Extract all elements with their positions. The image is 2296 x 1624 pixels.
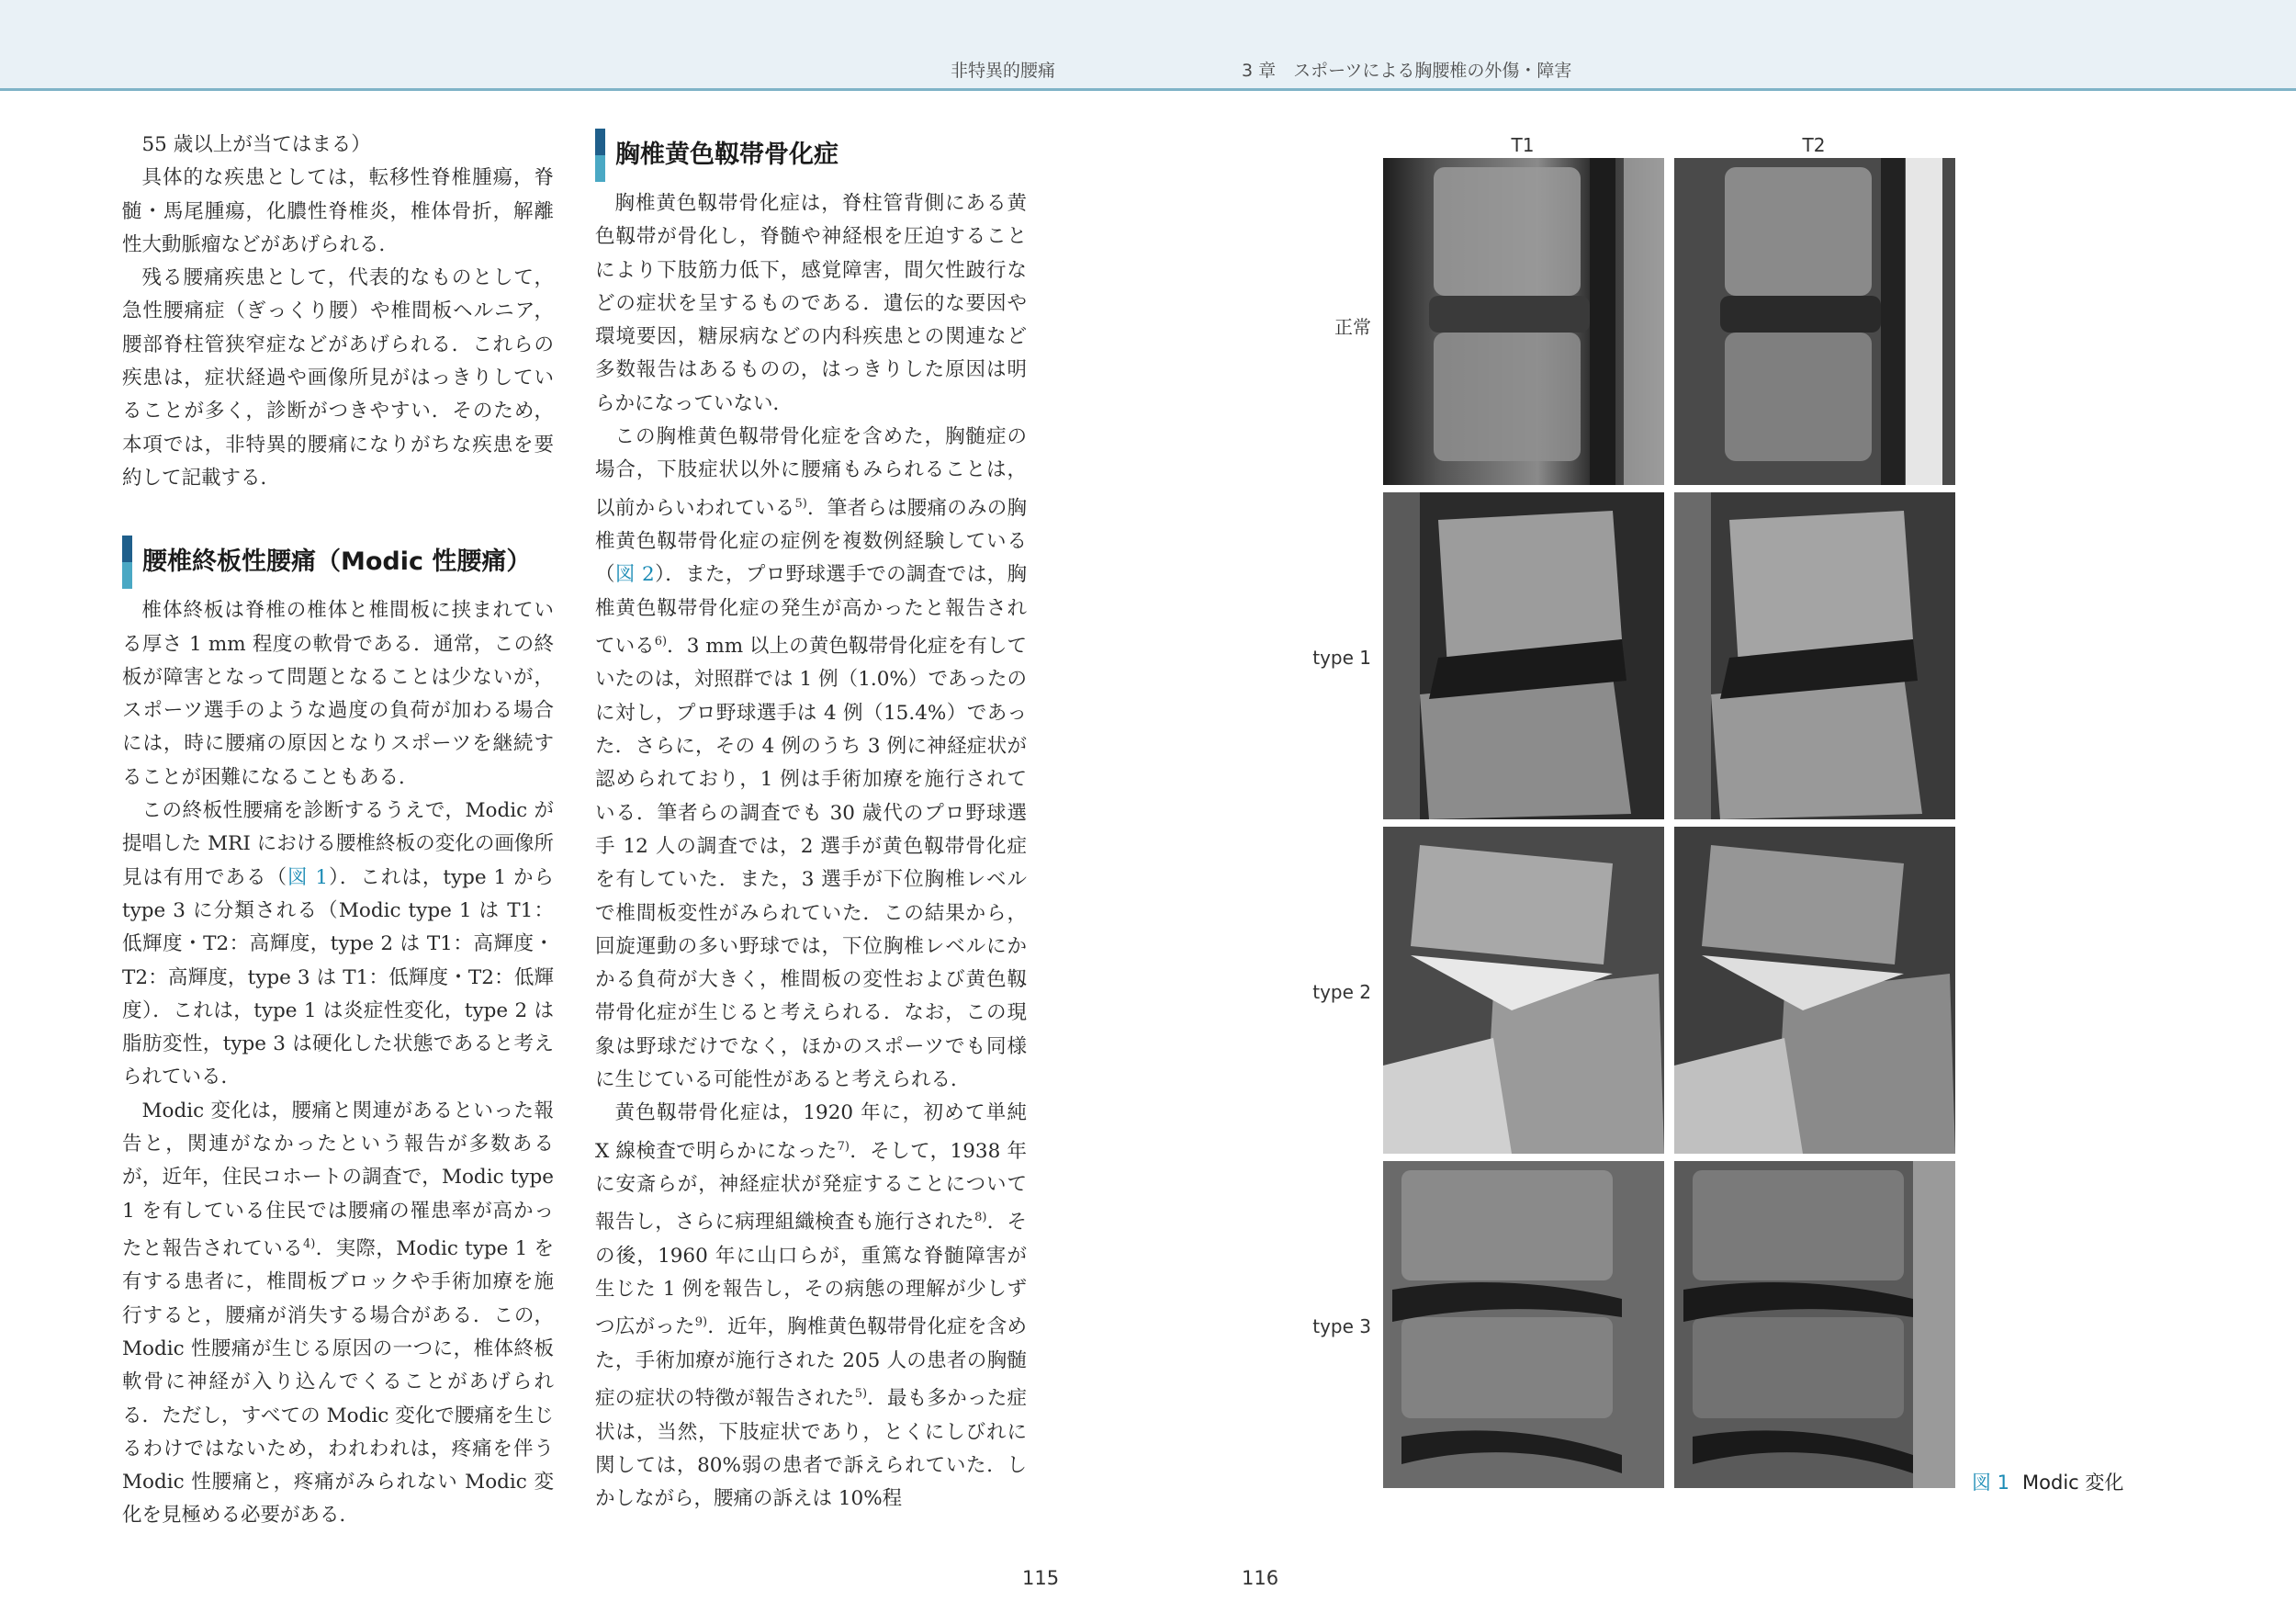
mri-image-normal-t2 bbox=[1674, 158, 1955, 485]
right-running-head: 3 章 スポーツによる胸腰椎の外傷・障害 bbox=[1242, 61, 1572, 81]
section-heading-modic bbox=[122, 536, 554, 589]
text-run: ．実際，Modic type 1 を有する患者に，椎間板ブロックや手術加療を施行すると，腰痛が消失する場合がある．この，Modic 性腰痛が生じる原因の一つに，椎体終板軟骨に神経が入り込んでくることがあげられる．ただし，すべての Modic 変化で腰痛を生じるわけではないため，われわれは，疼痛を伴う Modic 性腰痛と，疼痛がみられない Modic 変化を見極める必要がある． bbox=[122, 1237, 554, 1528]
paragraph: 残る腰痛疾患として，代表的なものとして，急性腰痛症（ぎっくり腰）や椎間板ヘルニア，腰部脊柱管狭窄症などがあげられる．これらの疾患は，症状経過や画像所見がはっきりしていることが多く，診断がつきやすい．そのため，本項では，非特異的腰痛になりがちな疾患を要約して記載する． bbox=[122, 266, 554, 490]
column-label-t1: T1 bbox=[1511, 134, 1535, 156]
paragraph bbox=[122, 1095, 554, 1533]
row-label-type1: type 1 bbox=[1312, 647, 1371, 669]
citation: 5) bbox=[854, 1387, 868, 1402]
paragraph: 55 歳以上が当てはまる） bbox=[141, 133, 371, 156]
paragraph: 具体的な疾患としては，転移性脊椎腫瘍，脊髄・馬尾腫瘍，化膿性脊椎炎，椎体骨折，解離性大動脈瘤などがあげられる． bbox=[122, 166, 554, 256]
heading-text: 腰椎終板性腰痛（Modic 性腰痛） bbox=[142, 547, 532, 577]
text-run: ．筆者らは腰痛のみの胸椎黄色靱帯骨化症の症例を複数例経験している（ bbox=[595, 496, 1027, 587]
citation: 9) bbox=[694, 1315, 708, 1330]
paragraph: 胸椎黄色靱帯骨化症は，脊柱管背側にある黄色靱帯が骨化し，脊髄や神経根を圧迫することにより下肢筋力低下，感覚障害，間欠性跛行などの症状を呈するものである．遺伝的な要因や環境要因，糖尿病などの内科疾患との関連など多数報告はあるものの，はっきりした原因は明らかになっていない． bbox=[595, 192, 1027, 415]
heading-bar-icon bbox=[595, 129, 605, 155]
text-run: ．3 mm 以上の黄色靱帯骨化症を有していたのは，対照群では 1 例（1.0%）であったのに対し，プロ野球選手は 4 例（15.4%）であった．さらに，その 4 例のうち 3 例に神経症状が認められており，1 例は手術加療を施行されている．筆者らの調査でも 30 歳代のプロ野球選手 12 人の調査では，2 選手が黄色靱帯骨化症を有していた．また，3 選手が下位胸椎レベルで椎間板変性がみられていた．この結果から，回旋運動の多い野球では，下位胸椎レベルにかかる負荷が大きく，椎間板の変性および黄色靱帯骨化症が生じると考えられる．なお，この現象は野球だけでなく，ほかのスポーツでも同様に生じている可能性があると考えられる． bbox=[595, 635, 1027, 1092]
paragraph bbox=[595, 421, 1027, 1097]
citation: 8) bbox=[974, 1211, 987, 1225]
mri-image-normal-t1 bbox=[1383, 158, 1664, 485]
citation: 5) bbox=[794, 496, 807, 511]
left-running-head: 非特異的腰痛 bbox=[951, 61, 1056, 81]
row-label-normal: 正常 bbox=[1334, 316, 1371, 338]
paragraph bbox=[122, 795, 554, 1095]
mri-image-type3-t2 bbox=[1674, 1161, 1955, 1488]
row-label-type2: type 2 bbox=[1312, 981, 1371, 1003]
figure-reference[interactable]: 図 2 bbox=[614, 563, 655, 587]
paragraph: 椎体終板は脊椎の椎体と椎間板に挟まれている厚さ 1 mm 程度の軟骨である．通常，この終板が障害となって問題となることは少ないが，スポーツ選手のような過度の負荷が加わる場合には，時に腰痛の原因となりスポーツを継続することが困難になることもある． bbox=[122, 599, 554, 789]
mri-image-type2-t2 bbox=[1674, 827, 1955, 1154]
mri-image-type2-t1 bbox=[1383, 827, 1664, 1154]
paragraph bbox=[595, 1097, 1027, 1516]
text-run: ．近年，胸椎黄色靱帯骨化症を含めた，手術加療が施行された 205 人の患者の胸髄症の症状の特徴が報告された bbox=[595, 1315, 1027, 1411]
text-run: この胸椎黄色靱帯骨化症を含めた，胸髄症の場合，下肢症状以外に腰痛もみられることは，以前からいわれている bbox=[595, 425, 1027, 520]
figure-caption bbox=[1972, 1468, 2123, 1495]
page-number-right: 116 bbox=[1242, 1567, 1279, 1589]
heading-bar-icon bbox=[595, 155, 605, 182]
figure-caption-text: Modic 変化 bbox=[2022, 1472, 2124, 1494]
mri-image-type1-t2 bbox=[1674, 492, 1955, 819]
row-label-type3: type 3 bbox=[1312, 1315, 1371, 1337]
citation: 7) bbox=[837, 1139, 850, 1154]
mri-image-type3-t1 bbox=[1383, 1161, 1664, 1488]
text-run: Modic 変化は，腰痛と関連があるといった報告と，関連がなかったという報告が多数あるが，近年，住民コホートの調査で，Modic type 1 を有している住民では腰痛の罹患率が高かったと報告されている bbox=[122, 1099, 554, 1261]
text-run: この終板性腰痛を診断するうえで，Modic が提唱した MRI における腰椎終板の変化の画像所見は有用である（ bbox=[122, 799, 554, 889]
mri-image-type1-t1 bbox=[1383, 492, 1664, 819]
heading-bar-icon bbox=[122, 536, 132, 562]
left-column bbox=[122, 129, 554, 1533]
citation: 4) bbox=[302, 1236, 316, 1251]
text-run: 黄色靱帯骨化症は，1920 年に，初めて単純 X 線検査で明らかになった bbox=[595, 1101, 1027, 1163]
heading-bar-icon bbox=[122, 562, 132, 589]
column-label-t2: T2 bbox=[1802, 134, 1826, 156]
header-band bbox=[0, 0, 2296, 91]
text-run: ．その後，1960 年に山口らが，重篤な脊髄障害が生じた 1 例を報告し，その病態の理解が少しずつ広がった bbox=[595, 1211, 1027, 1339]
section-heading-ossification bbox=[595, 129, 1027, 182]
text-run: ．そして，1938 年に安斎らが，神経症状が発症することについて報告し，さらに病理組織検査も施行された bbox=[595, 1139, 1027, 1235]
figure-number: 図 1 bbox=[1972, 1472, 2010, 1494]
text-run: ）．これは，type 1 から type 3 に分類される（Modic type 1 は T1：低輝度・T2：高輝度，type 2 は T1：高輝度・T2：高輝度，type 3 は T1：低輝度・T2：低輝度）．これは，type 1 は炎症性変化，type 2 は脂肪変性，type 3 は硬化した状態であると考えられている． bbox=[122, 865, 554, 1089]
citation: 6) bbox=[654, 635, 668, 649]
heading-text: 胸椎黄色靱帯骨化症 bbox=[615, 140, 838, 169]
middle-column bbox=[595, 129, 1027, 1517]
page-number-left: 115 bbox=[1022, 1567, 1060, 1589]
figure-reference[interactable]: 図 1 bbox=[287, 865, 329, 889]
text-run: ．最も多かった症状は，当然，下肢症状であり，とくにしびれに関しては，80%弱の患者で訴えられていた．しかしながら，腰痛の訴えは 10%程 bbox=[595, 1387, 1027, 1511]
text-run: ）．また，プロ野球選手での調査では，胸椎黄色靱帯骨化症の発生が高かったと報告されている bbox=[595, 563, 1027, 659]
